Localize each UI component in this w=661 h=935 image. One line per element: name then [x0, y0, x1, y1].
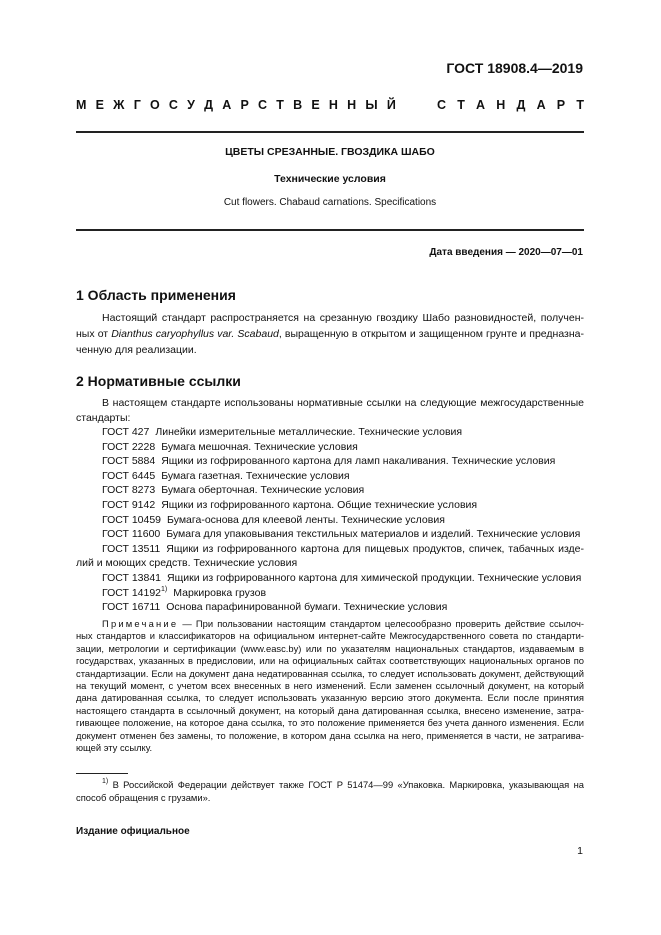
banner-letter: В — [293, 98, 303, 112]
title-divider — [76, 229, 584, 231]
reference-item — [76, 542, 584, 571]
footnote-reference-mark: 1) — [161, 585, 168, 593]
banner-letter: Е — [95, 98, 104, 112]
reference-code: ГОСТ 427 — [102, 426, 150, 438]
banner-letter: Г — [133, 98, 141, 112]
section-1-text — [76, 310, 584, 358]
reference-title: Маркировка грузов — [173, 586, 267, 599]
reference-item — [76, 513, 584, 528]
banner-letter: А — [536, 98, 546, 112]
note-label: Примечание — [102, 618, 179, 629]
reference-code: ГОСТ 16711 — [102, 601, 161, 614]
reference-title: Бумага для упаковывания текстильных материалов и изделий. Технические условия — [166, 528, 581, 541]
reference-item — [76, 571, 584, 586]
top-divider — [76, 131, 584, 133]
document-subtitle: Технические условия — [274, 173, 386, 185]
footnote-separator — [76, 773, 128, 774]
reference-code: ГОСТ 13841 — [102, 571, 162, 584]
banner-letter: С — [437, 98, 447, 112]
reference-title: Бумага оберточная. Технические условия — [161, 484, 365, 497]
page-number: 1 — [577, 845, 583, 857]
reference-code: ГОСТ 8273 — [102, 484, 156, 497]
section-2-heading: 2 Нормативные ссылки — [76, 373, 241, 389]
banner-letter: С — [258, 98, 268, 112]
reference-code: ГОСТ 11600 — [102, 528, 161, 541]
footnote — [76, 778, 584, 804]
banner-letter: У — [187, 98, 195, 112]
banner-letter: А — [476, 98, 486, 112]
reference-item — [76, 440, 584, 455]
banner-letter: Р — [240, 98, 249, 112]
banner-letter: Е — [311, 98, 320, 112]
reference-code: ГОСТ 9142 — [102, 498, 156, 511]
reference-title: Ящики из гофрированного картона. Общие технические условия — [161, 498, 478, 511]
interstate-standard-banner — [76, 98, 584, 112]
reference-code: ГОСТ 5884 — [102, 455, 156, 468]
reference-title: Бумага мешочная. Технические условия — [161, 440, 358, 453]
reference-item — [76, 527, 584, 542]
reference-code: ГОСТ 6445 — [102, 469, 156, 482]
banner-letter: О — [149, 98, 160, 112]
banner-letter: Й — [386, 98, 396, 112]
reference-item — [76, 454, 584, 469]
banner-letter: Т — [457, 98, 465, 112]
section-1-text-part-a: Настоящий стандарт распространяется на срезанную гвоздику Шабо разновидностей, получен-ных от — [76, 312, 584, 340]
note-paragraph — [76, 618, 584, 754]
introduction-date: Дата введения — 2020—07—01 — [429, 247, 583, 258]
reference-item — [76, 586, 584, 601]
banner-word-interstate — [76, 98, 396, 112]
reference-title: Линейки измерительные металлические. Технические условия — [155, 426, 463, 438]
english-title: Cut flowers. Chabaud carnations. Specifications — [223, 197, 437, 208]
banner-letter: Н — [496, 98, 506, 112]
reference-code: ГОСТ 13511 — [102, 542, 161, 555]
reference-code: ГОСТ 14192 — [102, 586, 162, 599]
reference-item — [76, 498, 584, 513]
banner-letter: Ж — [113, 98, 125, 112]
section-2-intro — [76, 396, 584, 425]
banner-letter: Н — [328, 98, 338, 112]
reference-title: Ящики из гофрированного картона для химической продукции. Технические условия — [167, 571, 582, 584]
note-text: — При пользовании настоящим стандартом целесообразно проверить действие ссылоч-ных стандартов и классификаторов на официальном интернет-сайте Межгосударственного совета по стандарти-зации, метрологии и сертификации (www.easc.by) или по указателям национальных стандартов, издаваемым в государствах, указанных в предисловии, или на официальных сайтах соответствующих национальных органов по стандартизации. Если на документ дана недатированная ссылка, то следует использовать документ, действующий на текущий момент, с учетом всех внесенных в него изменений. Если заменен ссылочный документ, на который дана датированная ссылка, то следует использовать указанную версию этого документа. Если после принятия настоящего стандарта в ссылочный документ, на который дана датированная ссылка, внесено изменение, затра-гивающее положение, на которое дана ссылка, то это положение применяется без учета данного изменения. Если документ отменен без замены, то положение, в котором дана ссылка на него, применяется в части, не затрагива-ющей эту ссылку. — [76, 618, 584, 754]
banner-letter: Р — [556, 98, 566, 112]
official-edition-label: Издание официальное — [76, 826, 190, 837]
footnote-mark: 1) — [102, 778, 109, 785]
document-id: ГОСТ 18908.4—2019 — [446, 60, 583, 76]
banner-letter: А — [222, 98, 232, 112]
reference-code: ГОСТ 2228 — [102, 440, 156, 453]
reference-title: Бумага-основа для клеевой ленты. Технические условия — [167, 513, 445, 526]
banner-letter: М — [76, 98, 87, 112]
banner-letter: Ы — [365, 98, 378, 112]
normative-references-list — [76, 425, 584, 615]
reference-title: Основа парафинированной бумаги. Технические условия — [166, 601, 448, 614]
reference-title: Ящики из гофрированного картона для ламп накаливания. Технические условия — [161, 455, 556, 468]
banner-letter: Т — [276, 98, 284, 112]
document-title: ЦВЕТЫ СРЕЗАННЫЕ. ГВОЗДИКА ШАБО — [225, 146, 435, 158]
plant-latin-name: Dianthus caryophyllus var. Scabaud — [111, 328, 279, 340]
banner-letter: Н — [347, 98, 357, 112]
reference-code: ГОСТ 10459 — [102, 513, 162, 526]
footnote-text: В Российской Федерации действует также ГОСТ Р 51474—99 «Упаковка. Маркировка, указывающая на способ обращения с грузами». — [76, 779, 584, 803]
section-1-heading: 1 Область применения — [76, 287, 236, 303]
reference-title: Ящики из гофрированного картона для пищевых продуктов, спичек, табачных изде-лий и моющих средств. Технические условия — [76, 542, 584, 570]
banner-letter: С — [168, 98, 178, 112]
banner-letter: Т — [576, 98, 584, 112]
reference-item — [76, 425, 584, 440]
banner-letter: Д — [204, 98, 214, 112]
banner-letter: Д — [516, 98, 526, 112]
reference-title: Бумага газетная. Технические условия — [161, 469, 350, 482]
banner-word-standard — [437, 98, 584, 112]
section-1-text-part-b: , выращенную в открытом и защищенном грунте и предназна-ченную для реализации. — [76, 328, 584, 356]
section-2-intro-text: В настоящем стандарте использованы нормативные ссылки на следующие межгосударственные стандарты: — [76, 397, 584, 424]
reference-item — [76, 600, 584, 615]
reference-item — [76, 469, 584, 484]
reference-item — [76, 483, 584, 498]
